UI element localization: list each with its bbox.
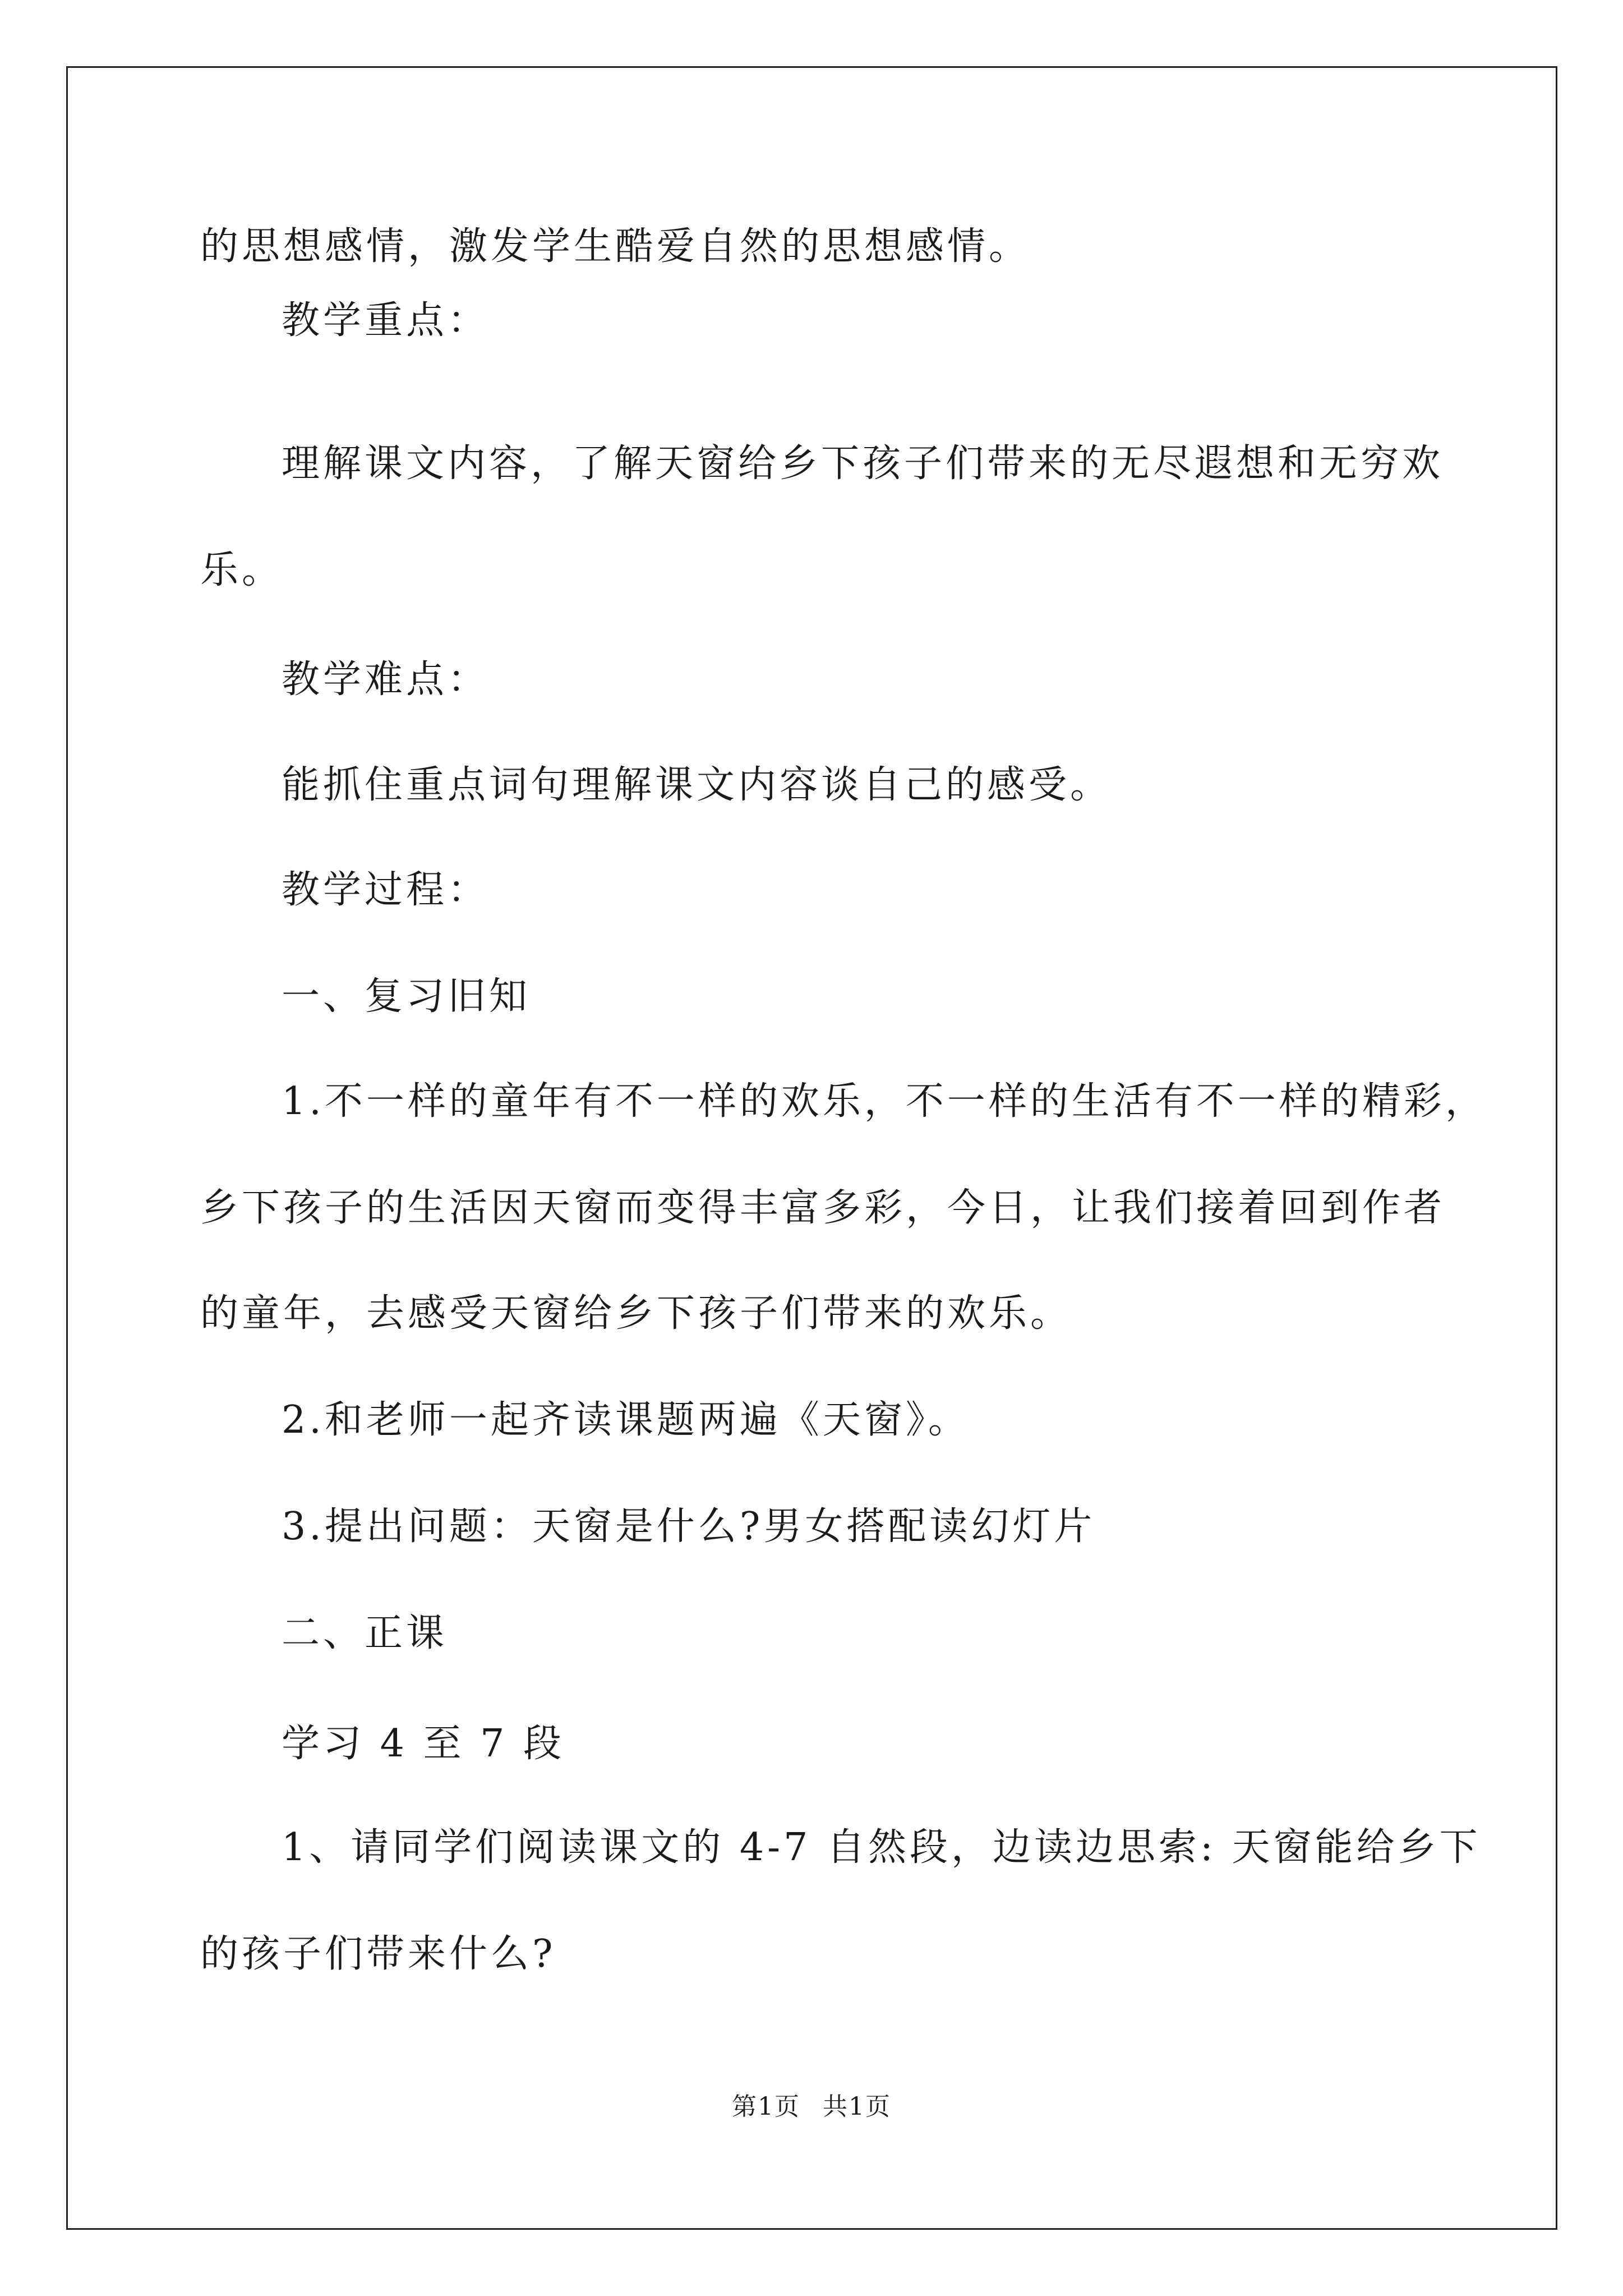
page-footer — [0, 2091, 1623, 2123]
text-line-5: 教学难点： — [282, 657, 490, 702]
page-total: 共1页 — [823, 2092, 891, 2121]
text-line-10: 乡下孩子的生活因天窗而变得丰富多彩，今日，让我们接着回到作者 — [200, 1186, 1446, 1230]
text-line-15: 学习 4 至 7 段 — [282, 1722, 565, 1766]
text-line-4: 乐。 — [200, 548, 284, 592]
text-line-3: 理解课文内容，了解天窗给乡下孩子们带来的无尽遐想和无穷欢 — [282, 441, 1444, 486]
page-number: 第1页 — [732, 2092, 800, 2121]
page-border — [66, 66, 1557, 2230]
text-line-1: 的思想感情，激发学生酷爱自然的思想感情。 — [200, 224, 1031, 269]
text-line-7: 教学过程： — [282, 868, 490, 912]
text-line-16: 1、请同学们阅读课文的 4-7 自然段，边读边思索: 天窗能给乡下 — [282, 1825, 1481, 1870]
text-line-14: 二、正课 — [282, 1611, 448, 1655]
text-line-8: 一、复习旧知 — [282, 974, 531, 1019]
text-line-13: 3.提出问题：天窗是什么?男女搭配读幻灯片 — [282, 1504, 1096, 1549]
text-line-11: 的童年，去感受天窗给乡下孩子们带来的欢乐。 — [200, 1291, 1072, 1336]
text-line-2: 教学重点： — [282, 298, 490, 343]
text-line-6: 能抓住重点词句理解课文内容谈自己的感受。 — [282, 763, 1112, 807]
text-line-9: 1.不一样的童年有不一样的欢乐，不一样的生活有不一样的精彩， — [282, 1079, 1487, 1124]
text-line-17: 的孩子们带来什么? — [200, 1932, 556, 1976]
text-line-12: 2.和老师一起齐读课题两遍《天窗》。 — [282, 1398, 970, 1442]
